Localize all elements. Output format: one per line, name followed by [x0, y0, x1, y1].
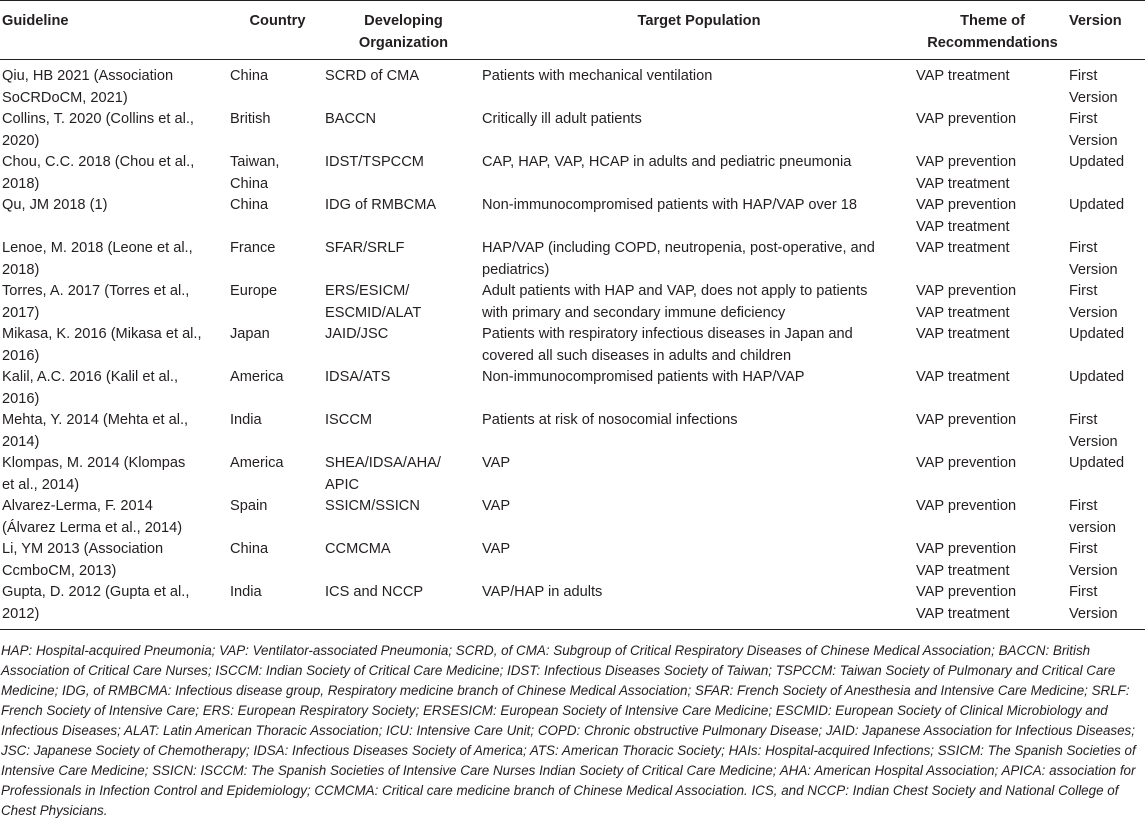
cell-guideline-line: SoCRDoCM, 2021): [2, 89, 128, 106]
cell-organization: [325, 281, 482, 324]
header-version: [1069, 1, 1145, 60]
cell-version-line: Updated: [1069, 326, 1125, 342]
cell-organization: [325, 539, 482, 582]
cell-target: [482, 238, 916, 281]
cell-version: [1069, 238, 1145, 281]
cell-theme-line: VAP treatment: [916, 369, 1010, 385]
cell-guideline-line: 2018): [2, 175, 40, 192]
cell-guideline-line: Gupta, D. 2012 (Gupta et al.,: [2, 584, 190, 600]
cell-guideline-line: Alvarez-Lerma, F. 2014: [2, 498, 153, 514]
cell-country-line: Europe: [230, 283, 278, 299]
cell-organization-line: IDSA/ATS: [325, 369, 391, 385]
cell-organization-line: ISCCM: [325, 412, 373, 428]
cell-organization: [325, 367, 482, 410]
table-row: [0, 109, 1145, 152]
cell-organization: [325, 582, 482, 630]
cell-country: [230, 410, 325, 453]
cell-guideline: [0, 60, 230, 110]
cell-theme: [916, 367, 1069, 410]
cell-version-line: Version: [1069, 132, 1118, 149]
cell-version-line: Updated: [1069, 154, 1125, 170]
table-row: [0, 367, 1145, 410]
cell-organization: [325, 496, 482, 539]
cell-version: [1069, 453, 1145, 496]
cell-theme-line: VAP treatment: [916, 304, 1010, 321]
table-row: [0, 238, 1145, 281]
cell-version-line: First: [1069, 498, 1098, 514]
cell-theme-line: VAP prevention: [916, 111, 1017, 127]
cell-guideline-line: Qiu, HB 2021 (Association: [2, 68, 174, 84]
cell-target: [482, 109, 916, 152]
cell-country-line: India: [230, 584, 262, 600]
cell-theme-line: VAP treatment: [916, 240, 1010, 256]
header-guideline-label: Guideline: [2, 13, 69, 29]
cell-target-line: with primary and secondary immune deficiency: [482, 304, 786, 321]
cell-version: [1069, 410, 1145, 453]
cell-target-line: Patients with respiratory infectious diseases in Japan and: [482, 326, 853, 342]
cell-target: [482, 496, 916, 539]
cell-country: [230, 453, 325, 496]
cell-theme: [916, 582, 1069, 630]
cell-country-line: Japan: [230, 326, 270, 342]
cell-guideline-line: 2012): [2, 605, 40, 622]
cell-guideline-line: Klompas, M. 2014 (Klompas: [2, 455, 186, 471]
cell-target: [482, 281, 916, 324]
cell-version-line: First: [1069, 412, 1098, 428]
header-country: [230, 1, 325, 60]
cell-country: [230, 582, 325, 630]
table-row: [0, 281, 1145, 324]
cell-theme-line: VAP prevention: [916, 283, 1017, 299]
cell-guideline-line: 2020): [2, 132, 40, 149]
cell-version-line: First: [1069, 111, 1098, 127]
cell-target-line: CAP, HAP, VAP, HCAP in adults and pediatric pneumonia: [482, 154, 852, 170]
cell-country: [230, 195, 325, 238]
cell-country-line: China: [230, 197, 269, 213]
cell-country-line: India: [230, 412, 262, 428]
cell-country: [230, 109, 325, 152]
cell-target: [482, 152, 916, 195]
cell-version-line: version: [1069, 519, 1117, 536]
header-guideline: [0, 1, 230, 60]
cell-guideline-line: Mehta, Y. 2014 (Mehta et al.,: [2, 412, 189, 428]
cell-guideline-line: Collins, T. 2020 (Collins et al.,: [2, 111, 194, 127]
cell-organization-line: BACCN: [325, 111, 377, 127]
cell-target-line: covered all such diseases in adults and children: [482, 347, 792, 364]
cell-guideline-line: Torres, A. 2017 (Torres et al.,: [2, 283, 190, 299]
cell-country-line: Taiwan,: [230, 154, 280, 170]
cell-country-line: America: [230, 369, 284, 385]
cell-version: [1069, 109, 1145, 152]
table-row: [0, 152, 1145, 195]
cell-theme-line: VAP prevention: [916, 541, 1017, 557]
cell-guideline: [0, 582, 230, 630]
cell-target-line: Non-immunocompromised patients with HAP/VAP: [482, 369, 805, 385]
cell-organization: [325, 410, 482, 453]
cell-guideline: [0, 324, 230, 367]
cell-guideline: [0, 109, 230, 152]
cell-version-line: Updated: [1069, 197, 1125, 213]
cell-theme: [916, 152, 1069, 195]
cell-organization-line: JAID/JSC: [325, 326, 389, 342]
header-theme-label: Recommendations: [927, 34, 1058, 51]
cell-organization: [325, 152, 482, 195]
cell-theme: [916, 539, 1069, 582]
cell-organization: [325, 453, 482, 496]
header-version-label: Version: [1069, 13, 1122, 29]
cell-version: [1069, 60, 1145, 110]
cell-country: [230, 367, 325, 410]
cell-organization: [325, 195, 482, 238]
cell-guideline-line: Qu, JM 2018 (1): [2, 197, 108, 213]
cell-version-line: Version: [1069, 562, 1118, 579]
cell-theme-line: VAP treatment: [916, 326, 1010, 342]
cell-guideline-line: 2016): [2, 347, 40, 364]
cell-theme-line: VAP treatment: [916, 562, 1010, 579]
cell-guideline: [0, 539, 230, 582]
cell-version-line: First: [1069, 240, 1098, 256]
table-row: [0, 582, 1145, 630]
cell-version-line: Version: [1069, 261, 1118, 278]
cell-theme: [916, 281, 1069, 324]
cell-theme-line: VAP treatment: [916, 175, 1010, 192]
cell-country-line: China: [230, 541, 269, 557]
cell-organization-line: ERS/ESICM/: [325, 283, 410, 299]
cell-version-line: First: [1069, 541, 1098, 557]
cell-target-line: Adult patients with HAP and VAP, does not apply to patients: [482, 283, 868, 299]
cell-version: [1069, 367, 1145, 410]
cell-theme: [916, 324, 1069, 367]
cell-organization-line: IDG of RMBCMA: [325, 197, 437, 213]
cell-guideline-line: Lenoe, M. 2018 (Leone et al.,: [2, 240, 193, 256]
cell-theme-line: VAP treatment: [916, 605, 1010, 622]
cell-guideline: [0, 453, 230, 496]
table-row: [0, 195, 1145, 238]
cell-target-line: Patients at risk of nosocomial infections: [482, 412, 738, 428]
cell-target-line: pediatrics): [482, 261, 550, 278]
cell-country-line: France: [230, 240, 276, 256]
cell-theme-line: VAP prevention: [916, 584, 1017, 600]
cell-version-line: First: [1069, 68, 1098, 84]
table-footnote: HAP: Hospital-acquired Pneumonia; VAP: Ventilator-associated Pneumonia; SCRD, of CMA: Subgroup of Critical Respiratory Diseases of Chinese Medical Association; BACCN: British Association of Critical Care Nurses; ISCCM: Indian Society of Critical Care Medicine; IDST: Infectious Diseases Society of Taiwan; TSPCCM: Taiwan Society of Pulmonary and Critical Care Medicine; IDG, of RMBCMA: Infectious disease group, Respiratory medicine branch of Chinese Medical Association; SFAR: French Society of Anesthesia and Intensive Care Medicine; SRLF: French Society of Intensive Care; ERS: European Respiratory Society; ERSESICM: European Society of Intensive Care Medicine; ESCMID: European Society of Clinical Microbiology and Infectious Diseases; ALAT: Latin American Thoracic Association; ICU: Intensive Care Unit; COPD: Chronic obstructive Pulmonary Disease; JAID: Japanese Association for Infectious Diseases; JSC: Japanese Society of Chemotherapy; IDSA: Infectious Diseases Society of America; ATS: American Thoracic Society; HAIs: Hospital-acquired Infections; SSICM: The Spanish Societies of Intensive Care Medicine; SSICN: ISCCM: The Spanish Societies of Intensive Care Nurses Indian Society of Critical Care Medicine; AHA: American Hospital Association; APICA: association for Professionals in Infection Control and Epidemiology; CCMCMA: Critical care medicine branch of Chinese Medical Association. ICS, and NCCP: Indian Chest Society and National College of Chest Physicians.: [1, 643, 1136, 818]
cell-version-line: First: [1069, 584, 1098, 600]
header-organization-label: Organization: [358, 34, 449, 51]
cell-organization: [325, 238, 482, 281]
cell-country: [230, 60, 325, 110]
cell-theme: [916, 109, 1069, 152]
cell-target-line: VAP: [482, 498, 511, 514]
cell-theme-line: VAP prevention: [916, 412, 1017, 428]
cell-version: [1069, 281, 1145, 324]
cell-country: [230, 238, 325, 281]
cell-target: [482, 60, 916, 110]
cell-organization: [325, 60, 482, 110]
cell-country: [230, 152, 325, 195]
table-row: [0, 496, 1145, 539]
cell-guideline-line: Li, YM 2013 (Association: [2, 541, 164, 557]
cell-theme-line: VAP prevention: [916, 197, 1017, 213]
table-row: [0, 324, 1145, 367]
cell-theme-line: VAP treatment: [916, 68, 1010, 84]
header-organization-label: Developing: [364, 13, 443, 29]
cell-guideline-line: Kalil, A.C. 2016 (Kalil et al.,: [2, 369, 179, 385]
cell-version: [1069, 539, 1145, 582]
cell-country: [230, 539, 325, 582]
cell-country-line: British: [230, 111, 271, 127]
cell-target-line: VAP: [482, 455, 511, 471]
cell-target-line: VAP: [482, 541, 511, 557]
cell-version-line: Updated: [1069, 369, 1125, 385]
cell-target-line: Patients with mechanical ventilation: [482, 68, 713, 84]
cell-organization-line: APIC: [325, 476, 360, 493]
cell-version: [1069, 195, 1145, 238]
cell-version: [1069, 324, 1145, 367]
cell-organization-line: CCMCMA: [325, 541, 391, 557]
cell-country-line: America: [230, 455, 284, 471]
cell-theme-line: VAP prevention: [916, 498, 1017, 514]
cell-theme: [916, 410, 1069, 453]
cell-theme: [916, 496, 1069, 539]
cell-country-line: Spain: [230, 498, 268, 514]
table-body: [0, 60, 1145, 630]
header-country-label: Country: [249, 13, 306, 29]
cell-target: [482, 195, 916, 238]
cell-country-line: China: [230, 175, 269, 192]
cell-organization: [325, 109, 482, 152]
cell-country: [230, 496, 325, 539]
cell-target-line: Non-immunocompromised patients with HAP/VAP over 18: [482, 197, 858, 213]
header-target: [482, 1, 916, 60]
header-row: [0, 1, 1145, 60]
table-row: [0, 453, 1145, 496]
cell-target: [482, 367, 916, 410]
table-row: [0, 60, 1145, 110]
cell-guideline: [0, 496, 230, 539]
cell-organization-line: IDST/TSPCCM: [325, 154, 424, 170]
header-organization: [325, 1, 482, 60]
cell-version-line: Updated: [1069, 455, 1125, 471]
cell-version-line: Version: [1069, 304, 1118, 321]
cell-organization-line: SHEA/IDSA/AHA/: [325, 455, 441, 471]
table-row: [0, 539, 1145, 582]
cell-guideline: [0, 195, 230, 238]
cell-target-line: Critically ill adult patients: [482, 111, 642, 127]
table-row: [0, 410, 1145, 453]
cell-country: [230, 281, 325, 324]
cell-organization-line: ESCMID/ALAT: [325, 304, 422, 321]
cell-version: [1069, 496, 1145, 539]
cell-guideline: [0, 281, 230, 324]
cell-version: [1069, 152, 1145, 195]
cell-theme-line: VAP prevention: [916, 455, 1017, 471]
cell-theme: [916, 60, 1069, 110]
cell-guideline-line: 2014): [2, 433, 40, 450]
cell-guideline: [0, 152, 230, 195]
cell-guideline-line: 2017): [2, 304, 40, 321]
cell-theme-line: VAP prevention: [916, 154, 1017, 170]
cell-organization-line: SCRD of CMA: [325, 68, 420, 84]
cell-target: [482, 324, 916, 367]
cell-guideline: [0, 238, 230, 281]
cell-country: [230, 324, 325, 367]
cell-version-line: Version: [1069, 89, 1118, 106]
cell-guideline-line: CcmboCM, 2013): [2, 562, 117, 579]
cell-guideline-line: Chou, C.C. 2018 (Chou et al.,: [2, 154, 195, 170]
cell-organization-line: SFAR/SRLF: [325, 240, 405, 256]
cell-target-line: HAP/VAP (including COPD, neutropenia, post-operative, and: [482, 240, 875, 256]
cell-version-line: Version: [1069, 605, 1118, 622]
cell-version-line: First: [1069, 283, 1098, 299]
cell-organization: [325, 324, 482, 367]
cell-target: [482, 410, 916, 453]
cell-target: [482, 582, 916, 630]
cell-guideline: [0, 410, 230, 453]
cell-theme: [916, 195, 1069, 238]
cell-guideline-line: (Álvarez Lerma et al., 2014): [2, 519, 183, 536]
header-target-label: Target Population: [637, 13, 761, 29]
cell-theme: [916, 453, 1069, 496]
cell-target: [482, 453, 916, 496]
cell-version: [1069, 582, 1145, 630]
cell-guideline-line: 2016): [2, 390, 40, 407]
cell-theme: [916, 238, 1069, 281]
cell-guideline-line: et al., 2014): [2, 476, 80, 493]
cell-guideline: [0, 367, 230, 410]
header-theme-label: Theme of: [960, 13, 1025, 29]
cell-organization-line: ICS and NCCP: [325, 584, 424, 600]
cell-organization-line: SSICM/SSICN: [325, 498, 420, 514]
cell-guideline-line: 2018): [2, 261, 40, 278]
header-theme: [916, 1, 1069, 60]
table-header: [0, 1, 1145, 60]
cell-target: [482, 539, 916, 582]
cell-target-line: VAP/HAP in adults: [482, 584, 603, 600]
cell-country-line: China: [230, 68, 269, 84]
cell-guideline-line: Mikasa, K. 2016 (Mikasa et al.,: [2, 326, 202, 342]
cell-version-line: Version: [1069, 433, 1118, 450]
cell-theme-line: VAP treatment: [916, 218, 1010, 235]
